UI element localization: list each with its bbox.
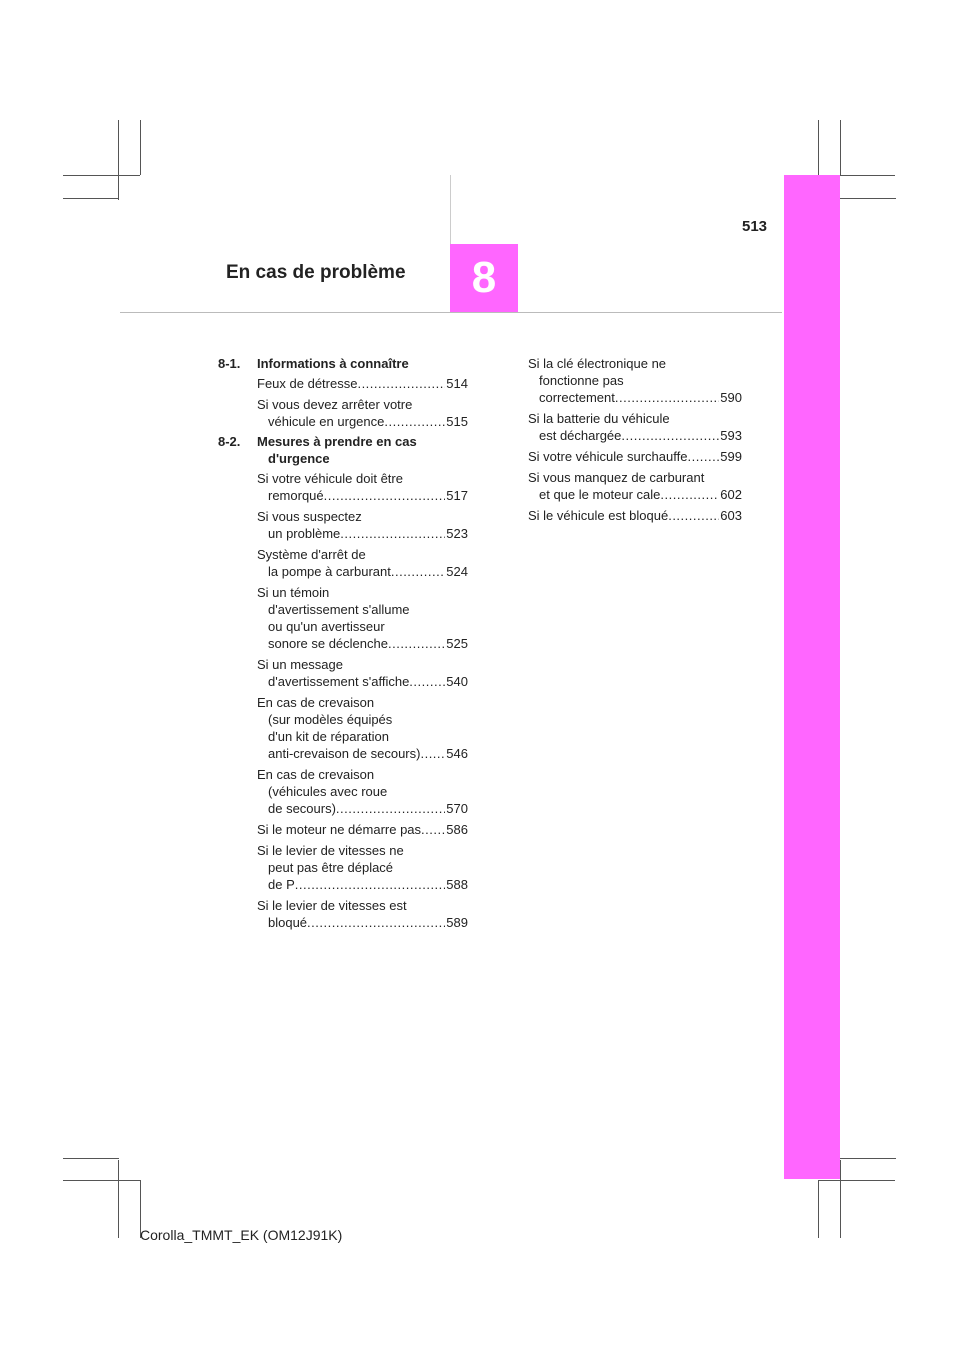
crop-mark [118,1160,119,1238]
toc-page-number: 523 [446,526,468,541]
toc-page-number: 540 [446,674,468,689]
toc-entry-line: Si la clé électronique ne [528,356,667,371]
crop-mark [63,198,119,199]
toc-entry-text: et que le moteur cale [539,487,661,502]
toc-leader-dots [615,389,719,406]
toc-entry [528,410,742,444]
toc-entry-text: Si le moteur ne démarre pas [257,822,422,837]
toc-entry-last-line [257,914,468,931]
toc-entry-last-line [257,673,468,690]
toc-entry-last-line [257,821,468,838]
toc-entry-last-line [257,800,468,817]
toc-entry-last-line [528,507,742,524]
toc-entry-line: (sur modèles équipés [268,712,393,727]
toc-entry-line: (véhicules avec roue [268,784,388,799]
toc-entry-text: anti-crevaison de secours) [268,746,421,761]
toc-entry [218,821,468,838]
toc-section-title [257,433,468,467]
toc-section-heading [218,433,468,467]
toc-page-number: 599 [720,449,742,464]
toc-entry-line: Si vous manquez de carburant [528,470,705,485]
toc-page-number: 570 [446,801,468,816]
crop-mark [63,175,140,176]
chapter-title: En cas de problème [226,262,406,283]
toc-leader-dots [409,673,445,690]
toc-entry-text: un problème [268,526,341,541]
toc-entry-line: Si vous devez arrêter votre [257,397,413,412]
crop-mark [840,1158,896,1159]
toc-entry-last-line [528,427,742,444]
toc-page-number: 589 [446,915,468,930]
toc-page-number: 515 [446,414,468,429]
toc-leader-dots [421,821,445,838]
toc-entry-text: Si le véhicule est bloqué [528,508,669,523]
toc-entry-last-line [257,876,468,893]
crop-mark [818,1180,895,1181]
toc-entry-line: d'avertissement s'allume [268,602,410,617]
toc-entry [528,469,742,503]
toc-right-column [528,355,742,524]
toc-page-number: 603 [720,508,742,523]
crop-mark [63,1180,140,1181]
toc-entry-text: de secours) [268,801,336,816]
chapter-side-bar [784,175,840,1179]
toc-leader-dots [340,525,445,542]
toc-entry-line: Si le levier de vitesses ne [257,843,404,858]
crop-mark [818,1180,819,1238]
toc-entry-last-line [257,375,468,392]
toc-entry-line: Système d'arrêt de [257,547,366,562]
toc-entry-line: Si un témoin [257,585,330,600]
toc-entry-text: correctement [539,390,615,405]
toc-page-number: 586 [446,822,468,837]
toc-leader-dots [324,487,446,504]
toc-entry-line: d'un kit de réparation [268,729,390,744]
toc-entry-line: peut pas être déplacé [268,860,394,875]
toc-entry-line: Si la batterie du véhicule [528,411,670,426]
toc-page-number: 525 [446,636,468,651]
toc-entry-text: Si votre véhicule surchauffe [528,449,688,464]
toc-entry-last-line [528,389,742,406]
toc-entry-last-line [257,745,468,762]
toc-entry-line: fonctionne pas [539,373,624,388]
toc-page-number: 546 [446,746,468,761]
toc-leader-dots [384,413,445,430]
tab-divider [450,175,451,244]
toc-entry-line: Si votre véhicule doit être [257,471,403,486]
header-rule [120,312,782,313]
toc-page-number: 524 [446,564,468,579]
crop-mark [140,120,141,175]
toc-entry-last-line [257,635,468,652]
toc-leader-dots [668,507,719,524]
toc-leader-dots [336,800,445,817]
toc-entry-text: Feux de détresse [257,376,358,391]
toc-entry [218,897,468,931]
footer-document-code: Corolla_TMMT_EK (OM12J91K) [140,1227,343,1243]
toc-page-number: 514 [446,376,468,391]
toc-section-title-line: Mesures à prendre en cas [257,434,417,449]
toc-section-title [257,355,468,372]
toc-entry-text: véhicule en urgence [268,414,385,429]
toc-left-column [218,355,468,934]
toc-entry [218,842,468,893]
toc-entry [218,396,468,430]
crop-mark [840,198,896,199]
toc-entry-text: bloqué [268,915,308,930]
toc-section-title-line: d'urgence [268,451,330,466]
toc-leader-dots [621,427,719,444]
toc-entry [218,584,468,652]
toc-entry [528,355,742,406]
toc-entry [218,470,468,504]
crop-mark [840,120,841,175]
toc-entry-line: Si le levier de vitesses est [257,898,407,913]
toc-entry-line: Si vous suspectez [257,509,362,524]
toc-entry-line: En cas de crevaison [257,695,375,710]
toc-entry-last-line [257,525,468,542]
toc-entry-text: est déchargée [539,428,622,443]
toc-entry-last-line [257,413,468,430]
toc-entry-text: d'avertissement s'affiche [268,674,410,689]
toc-entry-text: la pompe à carburant [268,564,391,579]
toc-page-number: 517 [446,488,468,503]
chapter-number-tab: 8 [450,244,518,312]
crop-mark [63,1158,119,1159]
toc-entry-line: En cas de crevaison [257,767,375,782]
toc-entry-last-line [257,487,468,504]
toc-leader-dots [660,486,719,503]
toc-section-heading [218,355,468,372]
toc-entry-last-line [528,486,742,503]
toc-leader-dots [420,745,445,762]
toc-entry-text: de P [268,877,295,892]
toc-entry [528,507,742,524]
toc-entry-line: ou qu'un avertisseur [268,619,385,634]
toc-entry-text: sonore se déclenche [268,636,388,651]
toc-entry-text: remorqué [268,488,324,503]
toc-leader-dots [391,563,445,580]
toc-page-number: 602 [720,487,742,502]
toc-section-number: 8-2. [218,434,241,449]
crop-mark [118,120,119,200]
toc-entry [218,375,468,392]
toc-leader-dots [357,375,445,392]
toc-section-number: 8-1. [218,356,241,371]
toc-entry [218,508,468,542]
toc-leader-dots [307,914,445,931]
crop-mark [840,1160,841,1238]
toc-entry [218,766,468,817]
page-number: 513 [742,218,768,235]
toc-entry [218,546,468,580]
toc-page-number: 588 [446,877,468,892]
toc-page-number: 590 [720,390,742,405]
toc-leader-dots [295,876,446,893]
toc-section-title-line: Informations à connaître [257,356,409,371]
toc-page-number: 593 [720,428,742,443]
toc-leader-dots [687,448,719,465]
toc-entry-line: Si un message [257,657,343,672]
toc-entry [218,656,468,690]
toc-section [218,433,468,931]
toc-section [218,355,468,430]
toc-entry [218,694,468,762]
toc-entry [528,448,742,465]
toc-entry-last-line [528,448,742,465]
toc-entry-last-line [257,563,468,580]
toc-leader-dots [388,635,445,652]
